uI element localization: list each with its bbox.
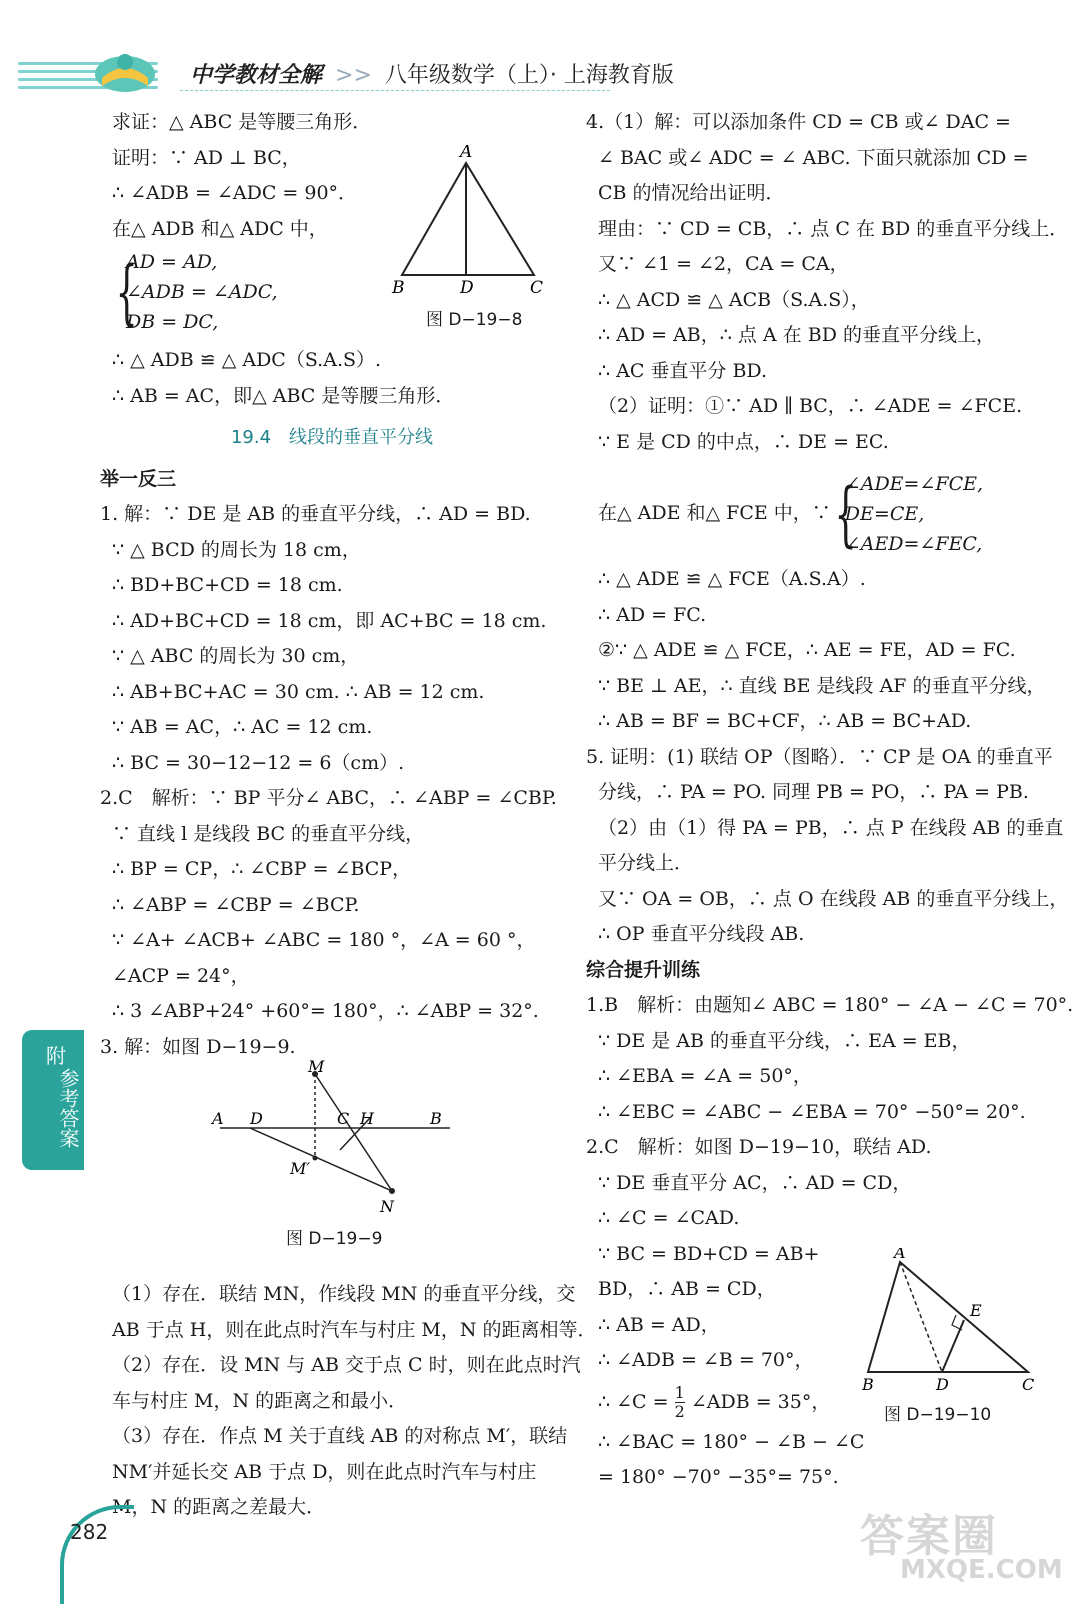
text-line: ∴ AB+BC+AC = 30 cm. ∴ AB = 12 cm. [112,680,485,703]
text-line: ∴ AB = AD， [598,1313,720,1336]
text-line: ∵ E 是 CD 的中点，∴ DE = EC. [598,430,889,453]
label-b: B [392,278,405,295]
header-subtitle: 八年级数学（上）· 上海教育版 [384,63,674,88]
text-line: ∴ AD = FC. [598,603,707,626]
text-line: 3. 解：如图 D−19−9. [100,1035,296,1058]
label-c: C [1022,1375,1035,1394]
text-line: ∴ ∠EBA = ∠A = 50°， [598,1065,812,1087]
text-line: （3）存在．作点 M 关于直线 AB 的对称点 M′，联结 [112,1425,568,1447]
text-line: ∴ BC = 30−12−12 = 6（cm）. [112,751,405,774]
text-line: ∴ AB = AC，即△ ABC 是等腰三角形． [112,384,455,407]
figure-caption: 图 D−19−10 [884,1405,992,1425]
label-e: E [970,1301,982,1320]
text-line: 分线，∴ PA = PO. 同理 PB = PO，∴ PA = PB. [598,781,1029,803]
brace-lead: 在△ ADE 和△ FCE 中，∵ [598,502,831,525]
label-h: H [360,1109,374,1128]
page-header [0,0,1082,100]
text-line: ∴ △ ADE ≌ △ FCE（A.S.A）. [598,568,866,590]
text-line: ∴ AD = AB，∴ 点 A 在 BD 的垂直平分线上， [598,324,995,346]
page-number: 282 [70,1520,109,1544]
text-line: ∴ AC 垂直平分 BD. [598,359,768,382]
label-n: N [380,1197,394,1216]
text-line: 证明：∵ AD ⊥ BC， [112,146,301,169]
text-line: ∵ ∠A+ ∠ACB+ ∠ABC = 180 °，∠A = 60 °， [112,929,536,951]
text-line: M，N 的距离之差最大． [112,1496,326,1518]
text-line: CB 的情况给出证明． [598,182,785,204]
header-title: 中学教材全解 [190,63,323,88]
book-logo-icon [92,48,158,94]
label-c: C [337,1109,350,1128]
side-tab-answers [22,1030,84,1170]
text-line: ∴ BP = CP，∴ ∠CBP = ∠BCP， [112,858,412,880]
watermark-text: 答案圈 [860,1511,998,1562]
side-tab-label: 附 [46,1044,66,1068]
text-line: 又∵ OA = OB，∴ 点 O 在线段 AB 的垂直平分线上， [598,887,1069,910]
text-line: = 180° −70° −35°= 75°. [598,1466,839,1488]
figure-caption: 图 D−19−8 [426,310,523,330]
text-line: ∴ △ ACD ≌ △ ACB（S.A.S）， [598,288,870,311]
text-line: 2.C 解析：∵ BP 平分∠ ABC，∴ ∠ABP = ∠CBP. [100,787,557,809]
text-line: ∴ △ ADB ≌ △ ADC（S.A.S）. [112,349,382,371]
brace-row: DE=CE, [844,503,925,525]
side-tab-text: 参考答案 [56,1068,80,1148]
text-line: ∵ AB = AC，∴ AC = 12 cm. [112,716,373,738]
text-line: 1. 解：∵ DE 是 AB 的垂直平分线，∴ AD = BD. [100,503,531,525]
text-line: 在△ ADB 和△ ADC 中， [112,217,328,240]
text-line: ②∵ △ ADE ≌ △ FCE，∴ AE = FE，AD = FC. [598,639,1016,661]
text-line: ∵ DE 是 AB 的垂直平分线，∴ EA = EB， [598,1029,971,1052]
text-line: ∠ACP = 24°， [112,964,250,987]
road-village-diagram [210,1058,460,1218]
label-m: M [308,1058,325,1076]
text-line: 平分线上． [598,852,694,874]
text-line: ∴ ∠ABP = ∠CBP = ∠BCP. [112,893,360,916]
subsection-title: 举一反三 [100,467,177,490]
brace-row: AD = AD, [126,251,218,273]
equation-system: { AD = AD, ∠ADB = ∠ADC, DB = DC, [112,247,552,343]
header-separator: >> [335,63,372,88]
text-line: ∴ BD+BC+CD = 18 cm. [112,574,343,596]
text-line: 理由：∵ CD = CB，∴ 点 C 在 BD 的垂直平分线上． [598,217,1069,240]
label-a: A [212,1109,224,1128]
text-line: ∴ AB = BF = BC+CF，∴ AB = BC+AD. [598,710,972,732]
text-line: 4.（1）解：可以添加条件 CD = CB 或∠ DAC = [586,111,1011,133]
header-title-line [190,58,674,89]
figure-d-19-9 [210,1058,460,1248]
text-line: 2.C 解析：如图 D−19−10，联结 AD. [586,1136,932,1158]
triangle-diagram [862,1248,1042,1398]
text-line: ∵ △ ABC 的周长为 30 cm， [112,645,360,667]
label-a: A [460,145,473,162]
label-c: C [530,278,544,295]
figure-caption: 图 D−19−9 [286,1229,383,1249]
text-line: ∵ △ BCD 的周长为 18 cm， [112,538,361,561]
triangle-diagram [388,145,558,295]
text-line: 1.B 解析：由题知∠ ABC = 180° − ∠A − ∠C = 70°. [586,994,1074,1016]
text-line: AB 于点 H，则在此点时汽车与村庄 M，N 的距离相等． [112,1318,597,1341]
subsection-title: 综合提升训练 [586,958,701,981]
text-line: ∵ DE 垂直平分 AC，∴ AD = CD， [598,1171,912,1194]
text-line: 求证：△ ABC 是等腰三角形． [112,111,372,133]
text-line: NM′并延长交 AB 于点 D，则在此点时汽车与村庄 [112,1460,537,1483]
text-line: （2）存在．设 MN 与 AB 交于点 C 时，则在此点时汽 [112,1354,581,1376]
text-line: BD，∴ AB = CD， [598,1278,776,1300]
label-a: A [894,1248,906,1262]
fraction: $\frac{1}{2}$ [674,1383,685,1421]
text-line: 车与村庄 M，N 的距离之和最小． [112,1389,408,1412]
text-line: ∵ 直线 l 是线段 BC 的垂直平分线， [112,822,425,845]
figure-d-19-10 [862,1248,1042,1428]
header-rule [180,90,610,92]
text-line: （1）存在．联结 MN，作线段 MN 的垂直平分线，交 [112,1283,576,1305]
figure-d-19-8 [388,145,558,345]
fraction-line: ∴ ∠C = $\frac{1}{2}$ ∠ADB = 35°， [598,1383,831,1421]
text-line: ∵ BE ⊥ AE，∴ 直线 BE 是线段 AF 的垂直平分线， [598,674,1046,697]
label-d: D [250,1109,263,1128]
text-line: ∴ ∠EBC = ∠ABC − ∠EBA = 70° −50°= 20°. [598,1100,1026,1123]
watermark-url: MXQE.COM [900,1555,1063,1585]
text-line: ∴ ∠ADB = ∠ADC = 90°． [112,182,358,204]
brace-row: DB = DC, [126,311,219,333]
brace-row: ∠ADE=∠FCE, [844,473,984,495]
brace-row: ∠AED=∠FEC, [844,533,983,555]
label-m-prime: M′ [290,1159,311,1178]
label-d: D [460,278,474,295]
text-line: （2）由（1）得 PA = PB，∴ 点 P 在线段 AB 的垂直 [598,816,1064,839]
text-line: 又∵ ∠1 = ∠2，CA = CA， [598,253,849,275]
equation-system: 在△ ADE 和△ FCE 中，∵ { ∠ADE=∠FCE, DE=CE, ∠AED=∠FEC, [598,466,1046,562]
text-line: ∴ ∠C = ∠CAD. [598,1207,740,1229]
text-line: ∴ ∠ADB = ∠B = 70°， [598,1349,814,1371]
text-line: ∴ 3 ∠ABP+24° +60°= 180°，∴ ∠ABP = 32°. [112,1000,539,1022]
label-b: B [862,1375,874,1394]
text-line: ∴ AD+BC+CD = 18 cm，即 AC+BC = 18 cm. [112,609,547,632]
text-line: 5. 证明：(1) 联结 OP（图略）．∵ CP 是 OA 的垂直平 [586,745,1053,768]
section-title: 19.4 线段的垂直平分线 [230,427,434,448]
label-d: D [936,1375,949,1394]
text-line: ∠ BAC 或∠ ADC = ∠ ABC. 下面只就添加 CD = [598,146,1029,169]
label-b: B [430,1109,442,1128]
text-line: ∴ OP 垂直平分线段 AB. [598,923,805,945]
text-line: ∴ ∠BAC = 180° − ∠B − ∠C [598,1430,865,1453]
brace-row: ∠ADB = ∠ADC, [126,281,278,303]
text-line: ∵ BC = BD+CD = AB+ [598,1242,820,1265]
text-line: （2）证明：①∵ AD ∥ BC，∴ ∠ADE = ∠FCE. [598,395,1023,417]
